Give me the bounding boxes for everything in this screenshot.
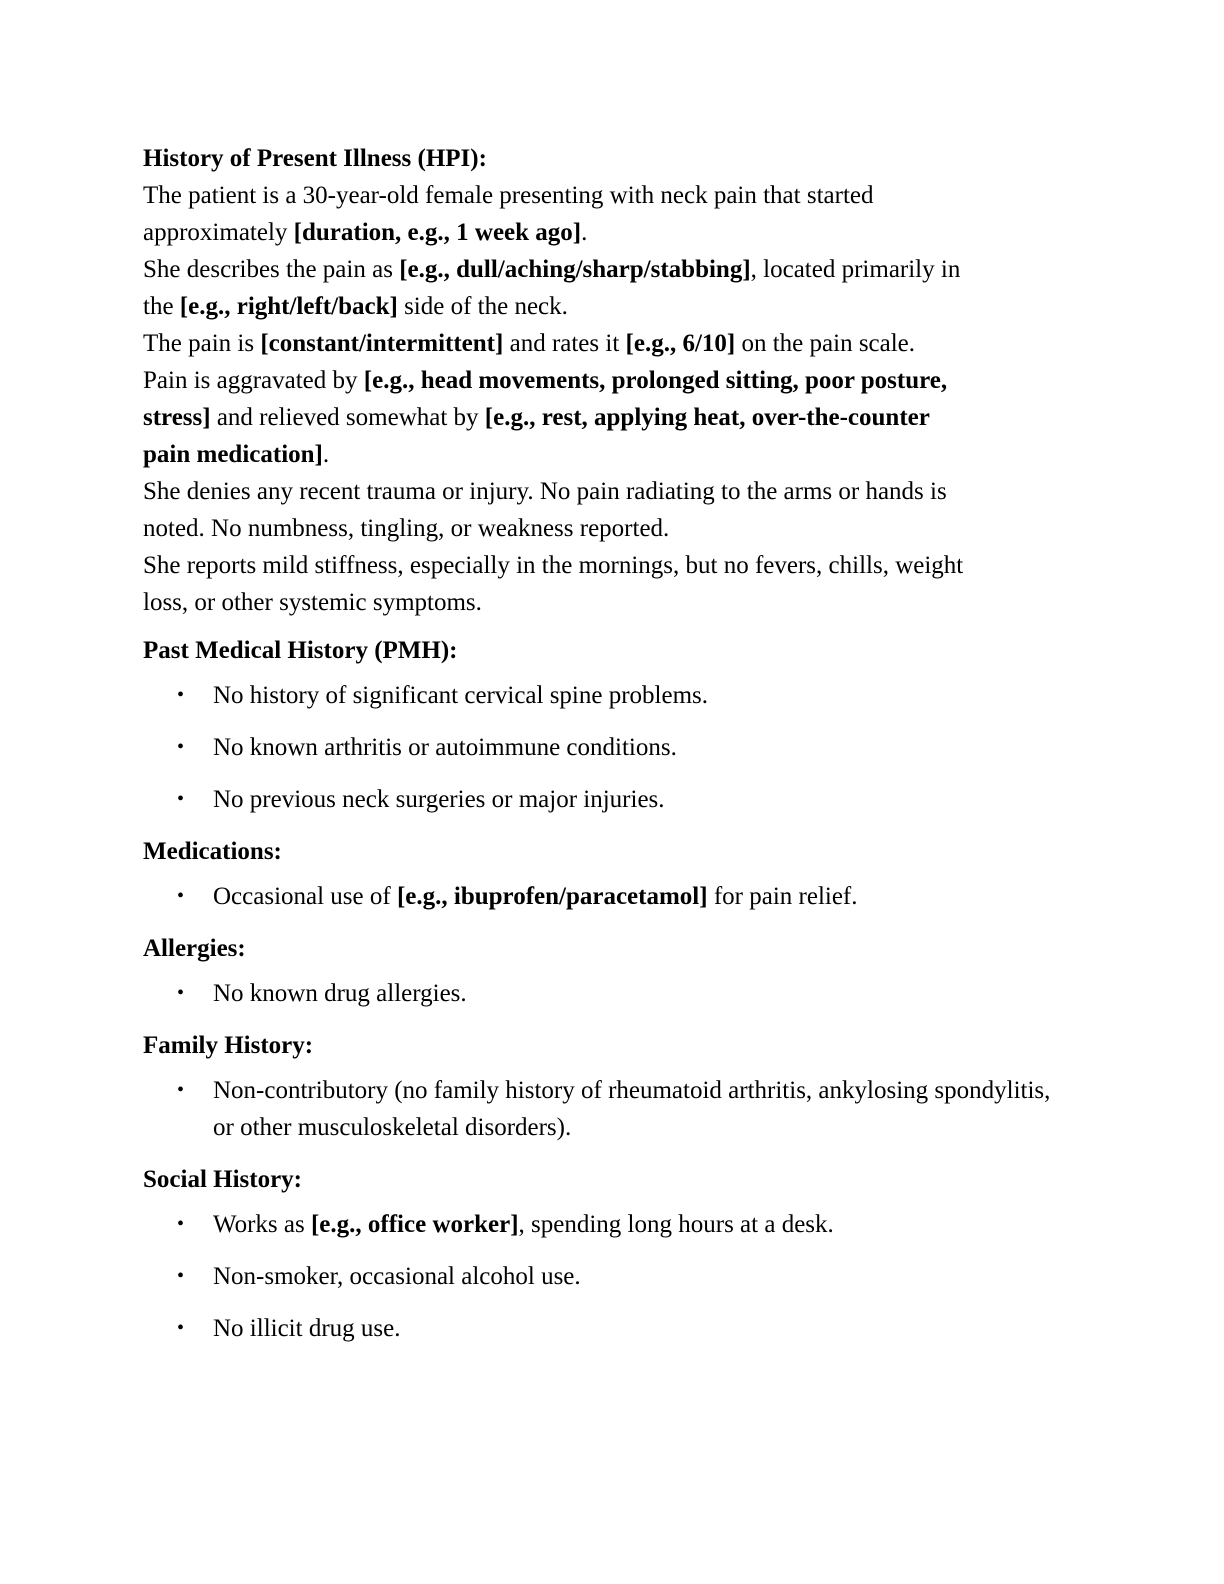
hpi-line	[143, 547, 1073, 584]
hpi-line	[143, 214, 1073, 251]
text-run: Non-contributory (no family history of rheumatoid arthritis, ankylosing spondylitis, or other musculoskeletal disorders).	[213, 1077, 1051, 1141]
bullet-icon: •	[177, 885, 185, 907]
list-item	[143, 975, 1073, 1012]
text-run: No previous neck surgeries or major injuries.	[213, 786, 665, 813]
bullet-list	[143, 975, 1073, 1012]
text-run: She reports mild stiffness, especially in the mornings, but no fevers, chills, weight	[143, 552, 964, 579]
placeholder-text: [e.g., ibuprofen/paracetamol]	[396, 883, 708, 910]
bullet-list	[143, 1206, 1073, 1347]
text-run: side of the neck.	[397, 293, 568, 320]
hpi-line	[143, 510, 1073, 547]
document-page	[143, 140, 1073, 1362]
text-run: She describes the pain as	[143, 256, 400, 283]
history-section	[143, 1027, 1073, 1146]
text-run: No known arthritis or autoimmune conditions.	[213, 734, 677, 761]
text-run: loss, or other systemic symptoms.	[143, 589, 482, 616]
text-run: She denies any recent trauma or injury. No pain radiating to the arms or hands is	[143, 478, 947, 505]
text-run: and rates it	[503, 330, 626, 357]
bullet-icon: •	[177, 684, 185, 706]
placeholder-text: [e.g., rest, applying heat, over-the-counter	[484, 404, 930, 431]
hpi-heading: History of Present Illness (HPI):	[143, 145, 487, 172]
history-section	[143, 833, 1073, 915]
hpi-line	[143, 436, 1073, 473]
hpi-line	[143, 251, 1073, 288]
bullet-icon: •	[177, 1317, 185, 1339]
history-section	[143, 930, 1073, 1012]
section-heading: Past Medical History (PMH):	[143, 637, 458, 664]
bullet-list	[143, 878, 1073, 915]
placeholder-text: [e.g., office worker]	[310, 1211, 519, 1238]
history-section	[143, 1161, 1073, 1347]
placeholder-text: [e.g., right/left/back]	[179, 293, 398, 320]
hpi-line	[143, 325, 1073, 362]
placeholder-text: [constant/intermittent]	[260, 330, 504, 357]
history-section	[143, 632, 1073, 818]
bullet-icon: •	[177, 1213, 185, 1235]
text-run: , located primarily in	[750, 256, 961, 283]
list-item	[143, 1206, 1073, 1243]
list-item	[143, 729, 1073, 766]
list-item	[143, 1258, 1073, 1295]
bullet-icon: •	[177, 1079, 185, 1101]
text-run: Works as	[213, 1211, 311, 1238]
text-run: No known drug allergies.	[213, 980, 467, 1007]
list-item	[143, 677, 1073, 714]
hpi-section	[143, 140, 1073, 621]
text-run: on the pain scale.	[735, 330, 916, 357]
placeholder-text: [e.g., dull/aching/sharp/stabbing]	[399, 256, 751, 283]
hpi-line	[143, 362, 1073, 399]
text-run: Pain is aggravated by	[143, 367, 364, 394]
list-item	[143, 878, 1073, 915]
text-run: The pain is	[143, 330, 261, 357]
hpi-body	[143, 177, 1073, 621]
bullet-icon: •	[177, 788, 185, 810]
text-run: Occasional use of	[213, 883, 397, 910]
list-item	[143, 1072, 1073, 1146]
text-run: .	[581, 219, 588, 246]
text-run: noted. No numbness, tingling, or weakness reported.	[143, 515, 670, 542]
hpi-line	[143, 399, 1073, 436]
hpi-line	[143, 288, 1073, 325]
text-run: approximately	[143, 219, 294, 246]
section-heading: Social History:	[143, 1166, 303, 1193]
text-run: Non-smoker, occasional alcohol use.	[213, 1263, 581, 1290]
placeholder-text: [duration, e.g., 1 week ago]	[293, 219, 582, 246]
text-run: , spending long hours at a desk.	[518, 1211, 834, 1238]
text-run: No history of significant cervical spine problems.	[213, 682, 709, 709]
list-item	[143, 1310, 1073, 1347]
hpi-line	[143, 177, 1073, 214]
text-run: .	[322, 441, 330, 468]
list-item	[143, 781, 1073, 818]
text-run: and relieved somewhat by	[210, 404, 485, 431]
hpi-line	[143, 584, 1073, 621]
bullet-list	[143, 677, 1073, 818]
placeholder-text: stress]	[143, 404, 211, 431]
bullet-icon: •	[177, 1265, 185, 1287]
section-heading: Allergies:	[143, 935, 246, 962]
text-run: the	[143, 293, 180, 320]
section-heading: Family History:	[143, 1032, 314, 1059]
text-run: The patient is a 30-year-old female presenting with neck pain that started	[143, 182, 874, 209]
history-sections	[143, 632, 1073, 1347]
section-heading: Medications:	[143, 838, 282, 865]
text-run: for pain relief.	[707, 883, 858, 910]
placeholder-text: [e.g., head movements, prolonged sitting, poor posture,	[363, 367, 948, 394]
bullet-icon: •	[177, 982, 185, 1004]
bullet-icon: •	[177, 736, 185, 758]
hpi-line	[143, 473, 1073, 510]
placeholder-text: pain medication]	[143, 441, 323, 468]
placeholder-text: [e.g., 6/10]	[625, 330, 736, 357]
bullet-list	[143, 1072, 1073, 1146]
text-run: No illicit drug use.	[213, 1315, 401, 1342]
